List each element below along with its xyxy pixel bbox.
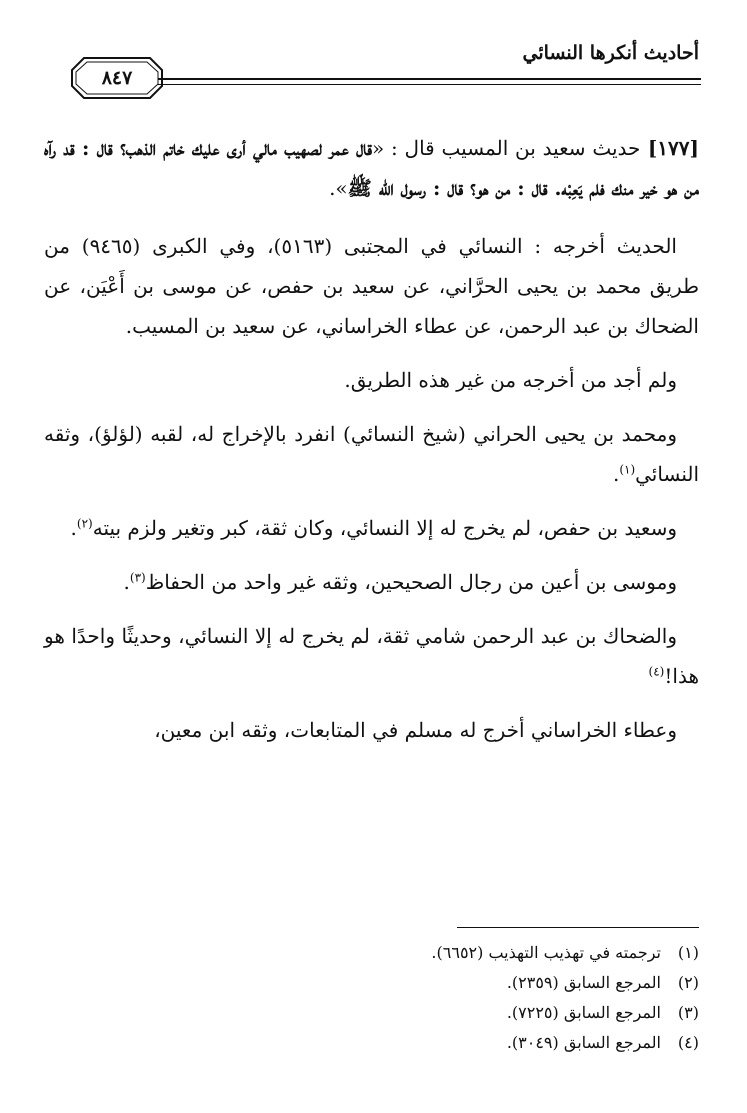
paragraph-text: وموسى بن أعين من رجال الصحيحين، وثقه غير واحد من الحفاظ <box>145 570 677 594</box>
hadith-number: [١٧٧] <box>647 136 699 160</box>
paragraph-narrator-4 <box>44 616 699 696</box>
paragraph-narrator-2 <box>44 508 699 548</box>
footnote-number: (٤) <box>677 1033 699 1052</box>
paragraph-narrator-1 <box>44 414 699 494</box>
footnote-item <box>44 1028 699 1058</box>
footnote-text: المرجع السابق (٢٣٥٩). <box>506 973 661 992</box>
paragraph-text: ومحمد بن يحيى الحراني (شيخ النسائي) انفرد بالإخراج له، لقبه (لؤلؤ)، وثقه النسائي <box>44 422 699 486</box>
paragraph-text: الحديث أخرجه : النسائي في المجتبى (٥١٦٣)، وفي الكبرى (٩٤٦٥) من طريق محمد بن يحيى الحرَّاني، عن سعيد بن حفص، عن موسى بن أَعْيَن، عن الضحاك بن عبد الرحمن، عن عطاء الخراساني، عن سعيد بن المسيب. <box>44 234 699 338</box>
footnote-number: (١) <box>677 943 699 962</box>
footnote-marker[interactable]: (١) <box>619 462 636 477</box>
main-text <box>44 128 699 764</box>
paragraph-text: وسعيد بن حفص، لم يخرج له إلا النسائي، وكان ثقة، كبر وتغير ولزم بيته <box>92 516 677 540</box>
paragraph-narrator-5 <box>44 710 699 750</box>
footnote-number: (٣) <box>677 1003 699 1022</box>
footnote-text: ترجمته في تهذيب التهذيب (٦٦٥٢). <box>431 943 661 962</box>
running-title: أحاديث أنكرها النسائي <box>522 42 699 64</box>
footnote-marker[interactable]: (٤) <box>648 664 665 679</box>
paragraph-tail: . <box>70 516 77 540</box>
footnote-text: المرجع السابق (٧٢٢٥). <box>506 1003 661 1022</box>
footnote-item <box>44 938 699 968</box>
footnote-item <box>44 968 699 998</box>
paragraph-tail: . <box>123 570 130 594</box>
header-rule <box>158 78 701 80</box>
footnote-text: المرجع السابق (٣٠٤٩). <box>506 1033 661 1052</box>
footnote-number: (٢) <box>677 973 699 992</box>
footnotes-list <box>44 938 699 1058</box>
paragraph-takhrij <box>44 226 699 346</box>
hadith-close: ». <box>329 176 348 200</box>
paragraph-narrator-3 <box>44 562 699 602</box>
footnote-divider <box>457 927 699 928</box>
header-rule-secondary <box>158 84 701 85</box>
hadith-intro: حديث سعيد بن المسيب قال : « <box>372 136 641 160</box>
hadith-paragraph <box>44 128 699 208</box>
footnote-marker[interactable]: (٢) <box>76 516 93 531</box>
paragraph-text: ولم أجد من أخرجه من غير هذه الطريق. <box>344 368 677 392</box>
paragraph-text: وعطاء الخراساني أخرج له مسلم في المتابعات، وثقه ابن معين، <box>154 718 677 742</box>
paragraph-tail: . <box>612 462 620 486</box>
paragraph-text: والضحاك بن عبد الرحمن شامي ثقة، لم يخرج له إلا النسائي، وحديثًا واحدًا هو هذا! <box>44 624 699 688</box>
page-number: ٨٤٧ <box>101 67 133 89</box>
footnote-item <box>44 998 699 1028</box>
paragraph-no-other-route <box>44 360 699 400</box>
hadith-text: قال عمر لصهيب مالي أرى عليك خاتم الذهب؟ قال : قد رآه من هو خير منك فلم يَعِبْه. قال : من هو؟ قال : رسول الله ﷺ <box>44 136 699 200</box>
footnote-marker[interactable]: (٣) <box>129 570 146 585</box>
